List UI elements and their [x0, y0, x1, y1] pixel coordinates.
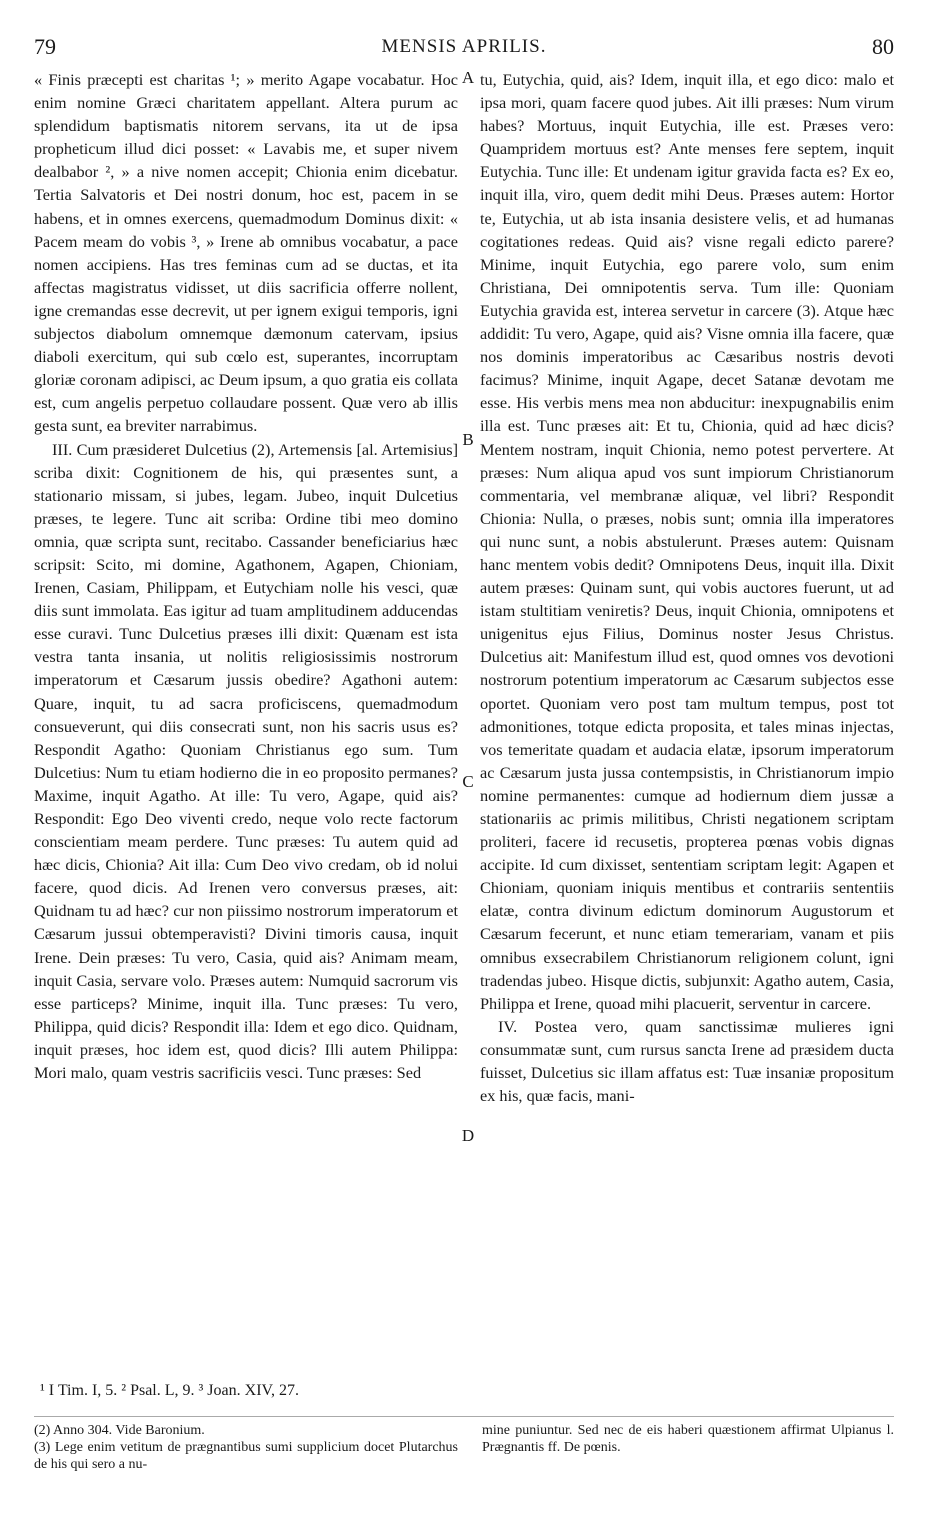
section-marker-a: A [461, 68, 475, 87]
paragraph: « Finis præcepti est charitas ¹; » merito Agape vocabatur. Hoc enim nomine Græci charitatem appellant. Altera purum ac splendidum baptismatis nitorem servans, ita ut de ipsa propheticum illud dici posset: « Lavabis me, et super nivem dealbabor ², » a nive nomen accepit; Chionia enim dicebatur. Tertia Salvatoris et Dei nostri donum, hoc est, pacem in se habens, et in omnes exercens, quemadmodum Dominus dixit: « Pacem meam do vobis ³, » Irene ab omnibus vocabatur, a pace nomen accipiens. Has tres feminas cum ad se ductas, et ita affectas magistratus vidisset, ut diis sacrificia offerre nollent, igne cremandas esse decrevit, ut per ignem exigui temporis, igni subjectos diabolum omnemque dæmonum catervam, ipsius diaboli exercitum, qui sub cœlo est, superantes, incorruptam gloriæ coronam adipisci, ac Deum ipsum, a quo gratia eis collata est, cum angelis perpetuo collaudare possent. Quæ vero ab illis gesta sunt, ea breviter narrabimus. [34, 70, 458, 436]
running-title: MENSIS APRILIS. [381, 36, 547, 57]
paragraph: tu, Eutychia, quid, ais? Idem, inquit illa, et ego dico: malo et ipsa mori, quam facere quod jubes. Ait illi præses: Num virum habes? Mortuus, inquit Eutychia, ille est. Præses vero: Quampridem mortuus est? Ante menses fere septem, inquit Eutychia. Tunc ille: Et undenam igitur gravida facta es? Ex eo, inquit illa, viro, quem dedit mihi Deus. Præses autem: Hortor te, Eutychia, ut ab ista insania desistere velis, et ad humanas cogitationes redeas. Quid ais? visne regali edicto parere? Minime, inquit Eutychia, ego parere volo, sum enim Christiana, Dei omnipotentis serva. Tum ille: Quoniam Eutychia gravida est, interea servetur in carcere (3). Atque hæc addidit: Tu vero, Agape, quid ais? Visne omnia illa facere, quæ nos dominis imperatoribus ac Cæsaribus nostris devoti facimus? Minime, inquit Agape, decet Satanæ devotam me esse. His verbis mens mea non abducitur: inexpugnabilis enim illa est. Tunc præses ait: Et tu, Chionia, quid ad hæc dicis? Mentem nostram, inquit Chionia, nemo potest pervertere. At præses: Num aliqua apud vos sunt impiorum Christianorum commentaria, vel membranæ aliquæ, vel libri? Respondit Chionia: Nulla, o præses, nobis sunt; omnia illa imperatores qui nunc sunt, a nobis abstulerunt. Præses autem: Quisnam hanc mentem vobis dedit? Omnipotens Deus, inquit illa. Dixit autem præses: Quinam sunt, qui vobis auctores fuerunt, ut ad istam stultitiam veniretis? Deus, inquit Chionia, omnipotens et unigenitus ejus Filius, Dominus noster Jesus Christus. Dulcetius ait: Manifestum illud est, quod omnes vos devotioni nostrorum potentium imperatorum ac Cæsarum subjectos esse oportet. Quoniam vero post tam multum tempus, post tot admonitiones, totque edicta proposita, et tales minas injectas, vos temeritate quadam et audacia elatæ, ipsorum imperatorum ac Cæsarum justa jussa contempsistis, in Christianorum impio nomine permanentes: cumque ad hodiernum diem jussæ a stationariis ac primis militibus, Christi negationem scriptam proliteri, facere id recusetis, propterea pœnas vobis dignas accipite. Id cum dixisset, sententiam scriptam legit: Agapen et Chioniam, quoniam iniquis mentibus et contrariis sententiis elatæ, contra divinum edictum dominorum Augustorum et Cæsarum fecerunt, et nunc etiam temerariam, vanam et piis omnibus exsecrabilem Christianorum religionem colunt, igni tradendas jubeo. Hisque dictis, subjunxit: Agatho autem, Casia, Philippa et Irene, quoad mihi placuerit, serventur in carcere. [480, 70, 894, 1013]
paragraph: IV. Postea vero, quam sanctissimæ mulieres igni consummatæ sunt, cum rursus sancta Irene ad præsidem ducta fuisset, Dulcetius sic illam affatus est: Tuæ insaniæ propositum ex his, quæ facis, mani- [480, 1016, 894, 1106]
page-header [34, 34, 894, 64]
footnotes-right [482, 1422, 894, 1456]
section-marker-b: B [462, 430, 474, 449]
section-marker-d: D [461, 1126, 475, 1145]
footnotes-left [34, 1422, 458, 1473]
section-marker-c: C [462, 772, 474, 791]
left-column [34, 68, 458, 1084]
paragraph: III. Cum præsideret Dulcetius (2), Artemensis [al. Artemisius] scriba dixit: Cognitionem de his, qui præsentes sunt, a stationario missam, si jubes, legam. Jubeo, inquit Dulcetius præses, te legere. Tunc ait scriba: Ordine tibi meo domino omnia, quæ scripta sunt, recitabo. Cassander beneficiarius hæc scripsit: Scito, mi domine, Agathonem, Agapen, Chioniam, Irenen, Casiam, Philippam, et Eutychiam nolle his vesci, quæ diis sunt immolata. Eas igitur ad tuam amplitudinem adducendas esse curavi. Tunc Dulcetius præses illi dixit: Quænam est ista vestra tanta insania, ut nolitis religiosissimis nostrorum imperatorum et Cæsarum jussis obedire? Agathoni autem: Quare, inquit, tu ad sacra proficiscens, quemadmodum consueverunt, qui diis consecrati sunt, non his sacris usus es? Respondit Agatho: Quoniam Christianus ego sum. Tum Dulcetius: Num tu etiam hodierno die in eo proposito permanes? Maxime, inquit Agatho. At ille: Tu vero, Agape, quid ais? Respondit: Ego Deo viventi credo, neque volo recte factorum conscientiam meam perdere. Tunc præses: Tu autem quid ad hæc dicis, Chionia? Ait illa: Cum Deo vivo credam, ob id nolui facere, quod dicis. Ad Irenen vero conversus præses, ait: Quidnam tu ad hæc? cur non piissimo nostrorum imperatorum et Cæsarum jussui obtemperavisti? Divini timoris causa, inquit Irene. Dein præses: Tu vero, Casia, quid ais? Animam meam, inquit Casia, servare volo. Præses autem: Numquid sacrorum vis esse particeps? Minime, inquit illa. Tunc præses: Tu vero, Philippa, quid dicis? Respondit illa: Idem et ego dico. Quidnam, inquit præses, hoc idem est, quod dicis? Illi autem Philippa: Mori malo, quam vestris sacrificiis vesci. Tunc præses: Sed [34, 439, 458, 1083]
footnote: (2) Anno 304. Vide Baronium. [34, 1423, 205, 1438]
right-column [480, 68, 894, 1107]
footnote-divider [34, 1416, 894, 1417]
footnote: (3) Lege enim vetitum de prægnantibus sumi supplicium docet Plutarchus de his qui sero a nu- [34, 1440, 458, 1472]
page-number-right: 80 [872, 34, 894, 59]
footnote: mine puniuntur. Sed nec de eis haberi quæstionem affirmat Ulpianus l. Prægnantis ff. De pœnis. [482, 1423, 894, 1455]
scripture-references: ¹ I Tim. I, 5. ² Psal. L, 9. ³ Joan. XIV, 27. [40, 1382, 300, 1399]
page-number-left: 79 [34, 34, 56, 59]
